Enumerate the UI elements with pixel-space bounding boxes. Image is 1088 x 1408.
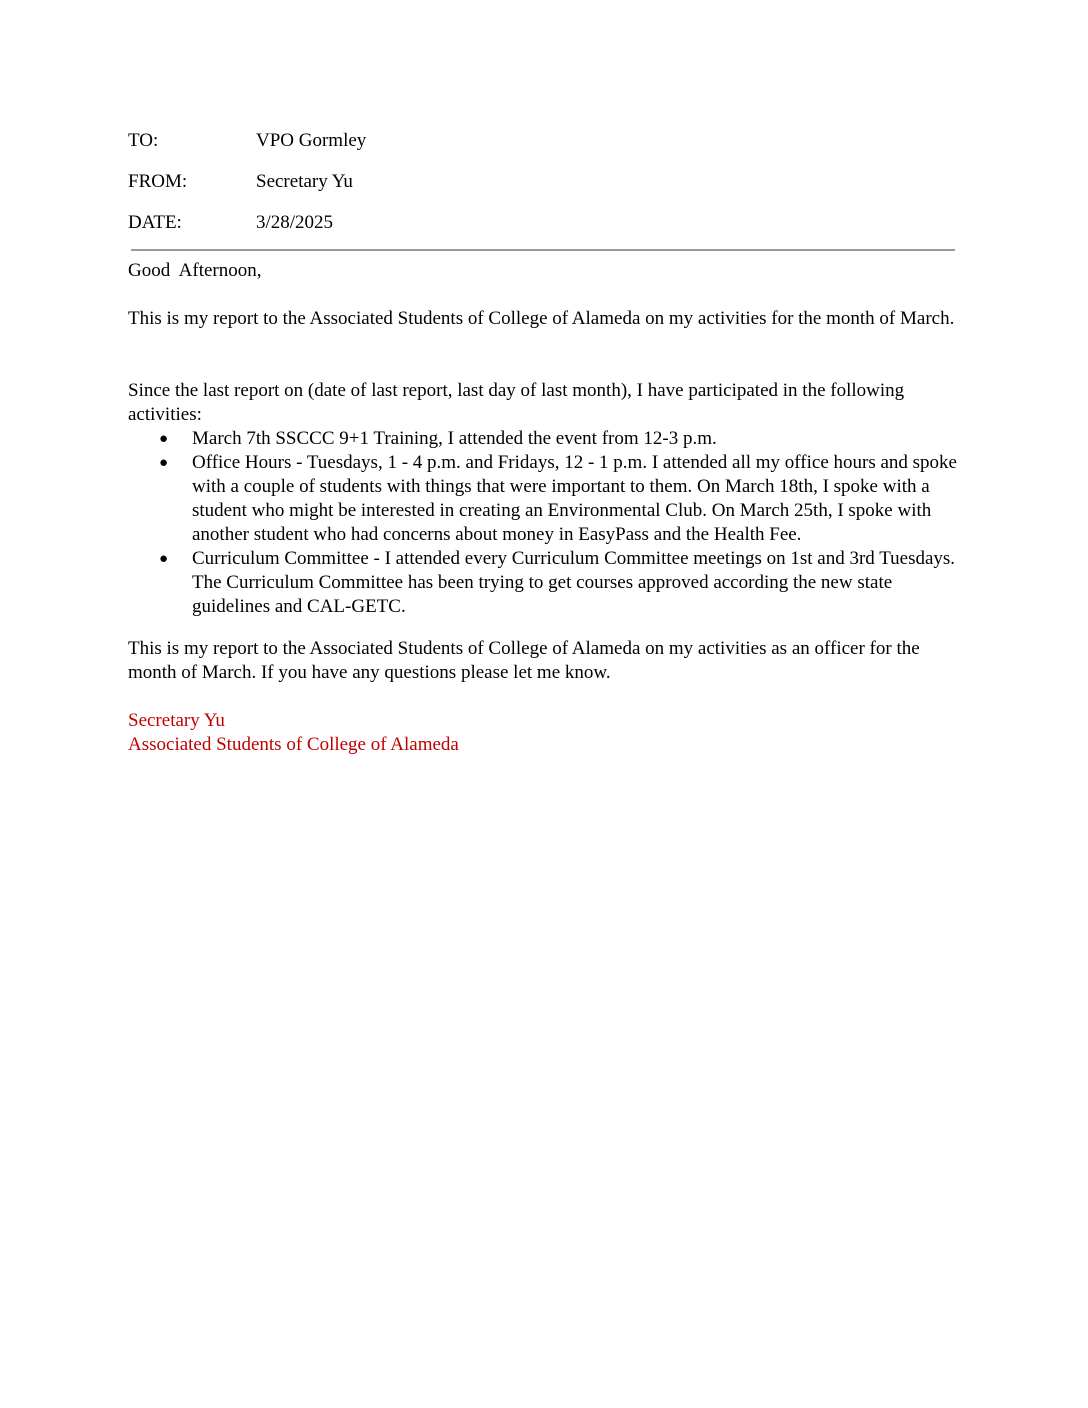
- signature-name: Secretary Yu: [128, 710, 225, 731]
- list-item-text: Office Hours - Tuesdays, 1 - 4 p.m. and Fridays, 12 - 1 p.m. I attended all my office hours and spoke with a couple of students with things that were important to them. On March 18th, I spoke with a student who might be interested in creating an Environmental Club. On March 25th, I spoke with another student who had concerns about money in EasyPass and the Health Fee.: [192, 452, 957, 545]
- from-value: Secretary Yu: [256, 171, 353, 192]
- bullet-icon: ●: [159, 551, 169, 567]
- bullet-icon: ●: [159, 431, 169, 447]
- from-label: FROM:: [128, 171, 188, 192]
- greeting: Good Afternoon,: [128, 260, 262, 281]
- bullet-icon: ●: [159, 455, 169, 471]
- to-value: VPO Gormley: [256, 130, 367, 151]
- to-label: TO:: [128, 130, 159, 151]
- date-value: 3/28/2025: [256, 212, 334, 233]
- list-item: [128, 547, 958, 619]
- list-item-text: March 7th SSCCC 9+1 Training, I attended the event from 12-3 p.m.: [192, 428, 717, 449]
- closing-paragraph: This is my report to the Associated Students of College of Alameda on my activities as an officer for the month of March. If you have any questions please let me know.: [128, 638, 920, 683]
- list-item: [128, 427, 958, 451]
- list-item: [128, 451, 958, 547]
- activities-list: [128, 427, 958, 619]
- intro-paragraph: This is my report to the Associated Students of College of Alameda on my activities for the month of March.: [128, 308, 955, 329]
- list-item-text: Curriculum Committee - I attended every Curriculum Committee meetings on 1st and 3rd Tuesdays. The Curriculum Committee has been trying to get courses approved according the new state guidelines and CAL-GETC.: [192, 548, 956, 617]
- memo-to-row: [128, 129, 828, 153]
- memo-from-row: [128, 170, 828, 194]
- activities-intro-paragraph: Since the last report on (date of last report, last day of last month), I have participated in the following activities:: [128, 380, 905, 425]
- header-divider: [131, 249, 955, 251]
- memo-date-row: [128, 211, 828, 235]
- signature-organization: Associated Students of College of Alameda: [128, 734, 459, 755]
- date-label: DATE:: [128, 212, 182, 233]
